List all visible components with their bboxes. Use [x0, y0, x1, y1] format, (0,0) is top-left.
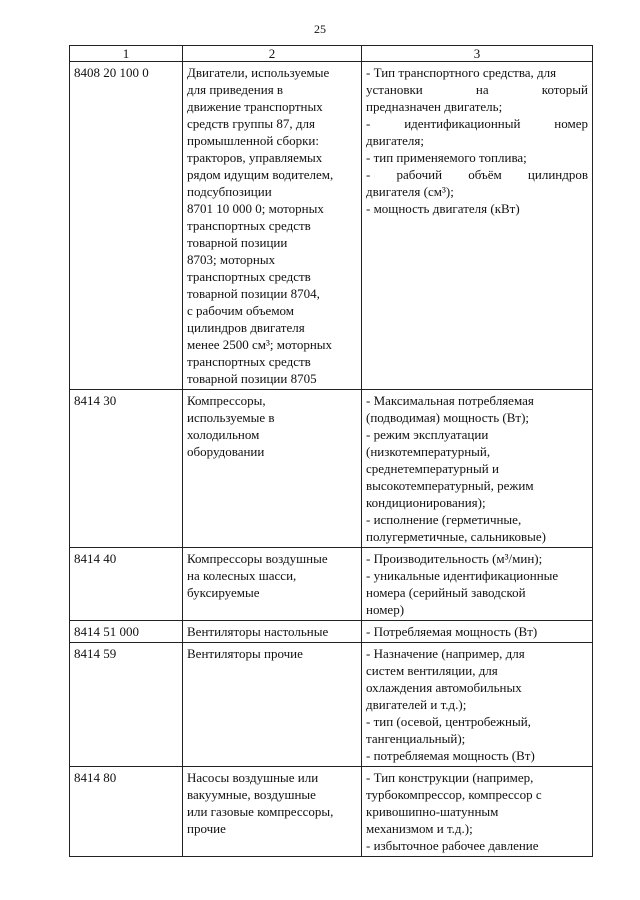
tnved-code-cell [70, 767, 183, 857]
characteristics-cell [362, 548, 593, 621]
characteristic-line: - тип (осевой, центробежный, [366, 714, 531, 729]
goods-name-line: с рабочим объемом [187, 303, 295, 318]
goods-name-cell [183, 390, 362, 548]
characteristic-line: - избыточное рабочее давление [366, 838, 539, 853]
table-row [70, 767, 593, 857]
characteristic-line: высокотемпературный, режим [366, 478, 534, 493]
table-row [70, 643, 593, 767]
tnved-code-cell [70, 62, 183, 390]
tnved-code: 8414 80 [74, 770, 117, 785]
goods-name-line: Вентиляторы прочие [187, 646, 303, 661]
characteristic-line: механизмом и т.д.); [366, 821, 473, 836]
goods-name-line: цилиндров двигателя [187, 320, 305, 335]
characteristic-line: - потребляемая мощность (Вт) [366, 748, 535, 763]
goods-name-line: 8701 10 000 0; моторных [187, 201, 324, 216]
characteristic-line: - Максимальная потребляемая [366, 393, 534, 408]
goods-name-line: движение транспортных [187, 99, 323, 114]
column-header-1: 1 [70, 46, 183, 62]
goods-name-cell [183, 621, 362, 643]
goods-name-line: Двигатели, используемые [187, 65, 330, 80]
characteristic-line: установки на который [366, 82, 588, 97]
goods-name-line: оборудовании [187, 444, 265, 459]
characteristics-cell [362, 621, 593, 643]
characteristic-line: среднетемпературный и [366, 461, 499, 476]
characteristic-line: - Потребляемая мощность (Вт) [366, 624, 538, 639]
goods-name-line: Насосы воздушные или [187, 770, 319, 785]
tnved-code: 8414 51 000 [74, 624, 139, 639]
goods-name-line: транспортных средств [187, 218, 311, 233]
characteristics-cell [362, 643, 593, 767]
goods-name-line: средств группы 87, для [187, 116, 315, 131]
goods-name-line: товарной позиции 8704, [187, 286, 320, 301]
goods-name-line: для приведения в [187, 82, 284, 97]
goods-name-cell [183, 767, 362, 857]
characteristics-cell [362, 390, 593, 548]
characteristic-line: - режим эксплуатации [366, 427, 489, 442]
goods-name-cell [183, 548, 362, 621]
goods-name-line: 8703; моторных [187, 252, 276, 267]
characteristic-line: двигателя; [366, 133, 425, 148]
characteristic-line: - уникальные идентификационные [366, 568, 559, 583]
table-row [70, 621, 593, 643]
goods-name-cell [183, 643, 362, 767]
goods-name-line: вакуумные, воздушные [187, 787, 316, 802]
tnved-code-cell [70, 390, 183, 548]
characteristic-line: двигателя (см³); [366, 184, 454, 199]
characteristic-line: номера (серийный заводской [366, 585, 526, 600]
goods-name-line: товарной позиции [187, 235, 288, 250]
characteristic-line: - Производительность (м³/мин); [366, 551, 543, 566]
goods-name-line: на колесных шасси, [187, 568, 297, 583]
goods-name-line: Компрессоры воздушные [187, 551, 328, 566]
customs-spec-table [69, 45, 593, 857]
column-header-2: 2 [183, 46, 362, 62]
characteristic-line: (низкотемпературный, [366, 444, 491, 459]
goods-name-line: тракторов, управляемых [187, 150, 323, 165]
goods-name-line: транспортных средств [187, 269, 311, 284]
tnved-code-cell [70, 621, 183, 643]
goods-name-line: Вентиляторы настольные [187, 624, 329, 639]
goods-name-line: менее 2500 см³; моторных [187, 337, 333, 352]
characteristic-line: предназначен двигатель; [366, 99, 503, 114]
table-row [70, 62, 593, 390]
table-row [70, 548, 593, 621]
characteristic-line: (подводимая) мощность (Вт); [366, 410, 530, 425]
characteristic-line: систем вентиляции, для [366, 663, 498, 678]
characteristic-line: - Тип конструкции (например, [366, 770, 534, 785]
characteristic-line: кривошипно-шатунным [366, 804, 499, 819]
column-header-3: 3 [362, 46, 593, 62]
characteristic-line: полугерметичные, сальниковые) [366, 529, 546, 544]
goods-name-line: прочие [187, 821, 226, 836]
characteristic-line: номер) [366, 602, 405, 617]
characteristic-line: турбокомпрессор, компрессор с [366, 787, 542, 802]
characteristic-line: охлаждения автомобильных [366, 680, 522, 695]
characteristic-line: тангенциальный); [366, 731, 466, 746]
goods-name-line: транспортных средств [187, 354, 311, 369]
page-number: 25 [314, 22, 326, 36]
table-header-row [70, 46, 593, 62]
characteristic-line: - тип применяемого топлива; [366, 150, 527, 165]
tnved-code-cell [70, 548, 183, 621]
goods-name-line: или газовые компрессоры, [187, 804, 334, 819]
goods-name-line: товарной позиции 8705 [187, 371, 317, 386]
characteristic-line: - мощность двигателя (кВт) [366, 201, 520, 216]
tnved-code: 8414 40 [74, 551, 117, 566]
tnved-code-cell [70, 643, 183, 767]
goods-name-line: используемые в [187, 410, 275, 425]
characteristic-line: кондиционирования); [366, 495, 486, 510]
goods-name-line: холодильном [187, 427, 260, 442]
tnved-code: 8414 30 [74, 393, 117, 408]
characteristics-cell [362, 62, 593, 390]
goods-name-line: рядом идущим водителем, [187, 167, 334, 182]
tnved-code: 8408 20 100 0 [74, 65, 149, 80]
table-row [70, 390, 593, 548]
goods-name-line: Компрессоры, [187, 393, 266, 408]
goods-name-line: промышленной сборки: [187, 133, 319, 148]
characteristics-cell [362, 767, 593, 857]
tnved-code: 8414 59 [74, 646, 117, 661]
goods-name-line: подсубпозиции [187, 184, 272, 199]
characteristic-line: - исполнение (герметичные, [366, 512, 522, 527]
characteristic-line: - рабочий объём цилиндров [366, 167, 588, 182]
characteristic-line: - идентификационный номер [366, 116, 588, 131]
goods-name-cell [183, 62, 362, 390]
characteristic-line: - Назначение (например, для [366, 646, 525, 661]
characteristic-line: двигателей и т.д.); [366, 697, 467, 712]
goods-name-line: буксируемые [187, 585, 260, 600]
characteristic-line: - Тип транспортного средства, для [366, 65, 557, 80]
